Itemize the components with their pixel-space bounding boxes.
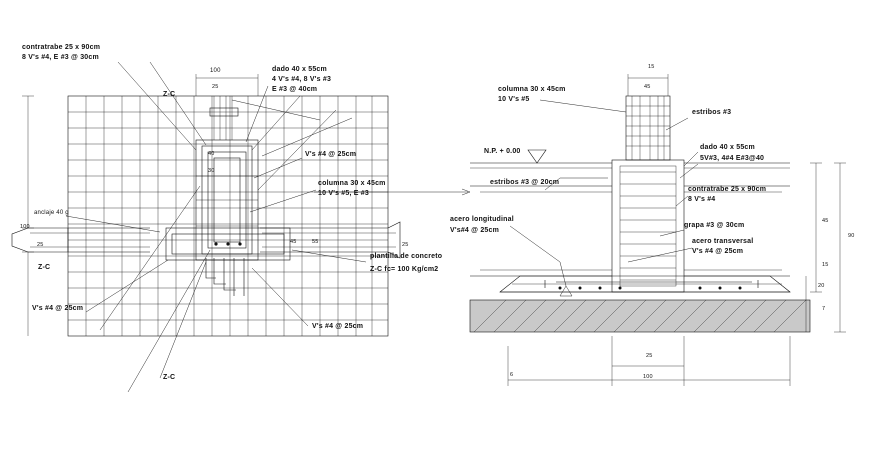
label-acero-longitudinal-spec: V's#4 @ 25cm (450, 227, 500, 234)
label-vs4-25-lower-right: V's #4 @ 25cm (312, 323, 364, 330)
label-dado-right-rebar: 5V#3, 4#4 E#3@40 (700, 155, 765, 162)
dim-100-top: 100 (210, 68, 221, 74)
label-estribos-20: estribos #3 @ 20cm (490, 179, 560, 186)
label-grapa: grapa #3 @ 30cm (684, 222, 745, 229)
label-acero-transversal-spec: V's #4 @ 25cm (692, 248, 744, 255)
dim-25-bottom: 25 (646, 353, 653, 359)
label-dado-left: dado 40 x 55cm (272, 66, 327, 73)
dim-45-top-right: 45 (644, 84, 651, 90)
dim-100-bottom: 100 (643, 374, 653, 380)
dim-55-center: 55 (312, 239, 319, 245)
label-zc-mid: Z-C (38, 264, 51, 271)
label-columna-left: columna 30 x 45cm (318, 180, 386, 187)
dim-6-bottom-left: 6 (510, 372, 514, 378)
label-vs4-25-lower-left: V's #4 @ 25cm (32, 305, 84, 312)
label-zc-bottom: Z-C (163, 374, 176, 381)
label-plantilla: plantilla de concreto (370, 253, 443, 260)
dim-20-right-vert: 20 (818, 283, 825, 289)
right-section (470, 74, 846, 386)
label-dado-left-stirrups: E #3 @ 40cm (272, 86, 318, 93)
label-contratrabe-right-rebar: 8 V's #4 (688, 196, 716, 203)
label-zc-top: Z-C (163, 91, 176, 98)
label-estribos-3: estribos #3 (692, 109, 732, 116)
label-contratrabe-left: contratrabe 25 x 90cm (22, 44, 101, 51)
label-contratrabe-left-rebar: 8 V's #4, E #3 @ 30cm (22, 54, 99, 61)
dim-90-right-vert: 90 (848, 233, 855, 239)
dim-45-center: 45 (290, 239, 297, 245)
dim-7-right-vert: 7 (822, 306, 826, 312)
dim-30-inner: 30 (208, 168, 215, 174)
dim-40-inner: 40 (208, 151, 215, 157)
dim-25-left: 25 (37, 242, 44, 248)
dim-25-top: 25 (212, 84, 219, 90)
left-grid (68, 96, 388, 336)
label-columna-left-rebar: 10 V's #5, E #3 (318, 190, 369, 197)
label-columna-right-rebar: 10 V's #5 (498, 96, 530, 103)
label-acero-transversal: acero transversal (692, 238, 754, 245)
label-vs4-25-mid: V's #4 @ 25cm (305, 151, 357, 158)
label-zc-fc: Z-C fc= 100 Kg/cm2 (370, 266, 439, 273)
dim-100-left: 100 (20, 224, 30, 230)
label-columna-right: columna 30 x 45cm (498, 86, 566, 93)
label-anclaje: anclaje 40 g (34, 210, 69, 216)
dim-45-right-vert: 45 (822, 218, 829, 224)
dim-15-top-right: 15 (648, 64, 655, 70)
label-dado-right: dado 40 x 55cm (700, 144, 755, 151)
label-dado-left-rebar: 4 V's #4, 8 V's #3 (272, 76, 332, 83)
label-contratrabe-right: contratrabe 25 x 90cm (688, 186, 767, 193)
label-np-level: N.P. + 0.00 (484, 148, 521, 155)
label-acero-longitudinal: acero longitudinal (450, 216, 514, 223)
dim-25-right: 25 (402, 242, 409, 248)
dim-15-right-vert: 15 (822, 262, 829, 268)
left-column-cage (166, 96, 290, 296)
